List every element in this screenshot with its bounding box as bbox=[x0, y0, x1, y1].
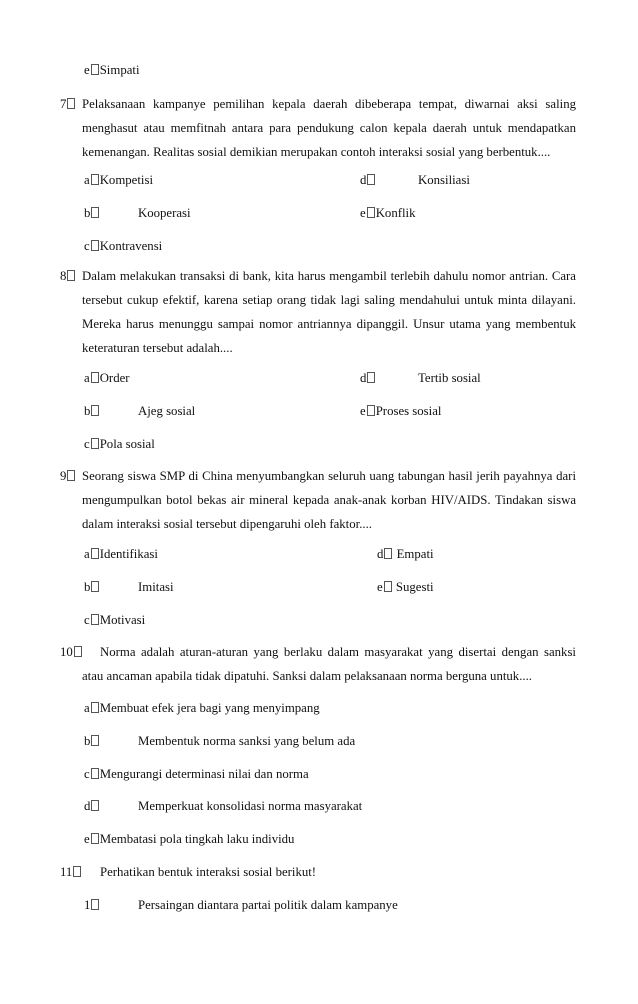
q8-line-3: Mereka harus menunggu sampai nomor antriannya dipanggil. Unsur utama yang membentuk bbox=[82, 317, 576, 331]
q8-line-2: tersebut cukup efektif, karena setiap orang tidak lagi saling mendahului untuk minta dilayani. bbox=[82, 293, 576, 307]
q11-item-1: Persaingan diantara partai politik dalam kampanye bbox=[138, 898, 398, 912]
q9-option-b-text: Imitasi bbox=[138, 580, 174, 594]
q7-option-b: b bbox=[84, 205, 100, 221]
q7-option-c: c Kontravensi bbox=[84, 239, 163, 253]
q7-option-b-text: Kooperasi bbox=[138, 206, 191, 220]
q7-option-e: e Konflik bbox=[360, 206, 416, 220]
q8-option-a: a Order bbox=[84, 371, 130, 385]
q10-option-a: a Membuat efek jera bagi yang menyimpang bbox=[84, 701, 320, 715]
q9-option-a: a Identifikasi bbox=[84, 547, 158, 561]
q8-option-b-text: Ajeg sosial bbox=[138, 404, 196, 418]
q7-option-d-text: Konsiliasi bbox=[418, 173, 470, 187]
q10-option-e: e Membatasi pola tingkah laku individu bbox=[84, 832, 295, 846]
q7-line-2: menghasut atau memfitnah antara para pendukung calon kepala daerah untuk mendapatkan bbox=[82, 121, 576, 135]
q10-option-d-text: Memperkuat konsolidasi norma masyarakat bbox=[138, 799, 363, 813]
q7-option-d: d bbox=[360, 172, 376, 188]
q11-number: 11 bbox=[60, 864, 82, 880]
q9-option-b: b bbox=[84, 579, 100, 595]
option-text: Simpati bbox=[99, 63, 140, 77]
q7-line-3: kemenangan. Realitas sosial demikian merupakan contoh interaksi sosial yang berbentuk.... bbox=[82, 145, 551, 159]
q10-line-1: Norma adalah aturan-aturan yang berlaku dalam masyarakat yang disertai dengan sanksi bbox=[100, 645, 576, 659]
q8-option-d: d bbox=[360, 370, 376, 386]
q7-option-a: a Kompetisi bbox=[84, 173, 154, 187]
q10-option-d: d bbox=[84, 798, 100, 814]
q8-number: 8 bbox=[60, 268, 76, 284]
q9-line-3: dalam interaksi sosial tersebut dipengaruhi oleh faktor.... bbox=[82, 517, 372, 531]
missing-glyph-box bbox=[91, 64, 99, 75]
q9-line-2: mengumpulkan botol bekas air mineral kepada anak-anak korban HIV/AIDS. Tindakan siswa bbox=[82, 493, 576, 507]
q7-line-1: Pelaksanaan kampanye pemilihan kepala daerah dibeberapa tempat, diwarnai aksi saling bbox=[82, 97, 576, 111]
q10-option-b-text: Membentuk norma sanksi yang belum ada bbox=[138, 734, 356, 748]
q9-option-c: c Motivasi bbox=[84, 613, 146, 627]
q10-option-b: b bbox=[84, 733, 100, 749]
option-letter: e bbox=[84, 63, 90, 77]
q9-line-1: Seorang siswa SMP di China menyumbangkan seluruh uang tabungan hasil jerih payahnya dari bbox=[82, 469, 576, 483]
q8-option-e: e Proses sosial bbox=[360, 404, 442, 418]
q10-option-c: c Mengurangi determinasi nilai dan norma bbox=[84, 767, 309, 781]
q11-item-1-number: 1 bbox=[84, 897, 100, 913]
q9-option-d: d Empati bbox=[377, 547, 434, 561]
q8-option-d-text: Tertib sosial bbox=[418, 371, 481, 385]
q6-option-e bbox=[84, 62, 140, 78]
q10-number: 10 bbox=[60, 644, 83, 660]
q10-line-2: atau ancaman apabila tidak dipatuhi. Sanksi dalam pelaksanaan norma berguna untuk.... bbox=[82, 669, 532, 683]
q9-number: 9 bbox=[60, 468, 76, 484]
q7-number: 7 bbox=[60, 96, 76, 112]
q8-line-1: Dalam melakukan transaksi di bank, kita harus mengambil terlebih dahulu nomor antrian. Cara bbox=[82, 269, 576, 283]
q9-option-e: e Sugesti bbox=[377, 580, 434, 594]
q8-line-4: keteraturan tersebut adalah.... bbox=[82, 341, 233, 355]
q11-line: Perhatikan bentuk interaksi sosial berikut! bbox=[100, 865, 317, 879]
q8-option-c: c Pola sosial bbox=[84, 437, 155, 451]
q8-option-b: b bbox=[84, 403, 100, 419]
